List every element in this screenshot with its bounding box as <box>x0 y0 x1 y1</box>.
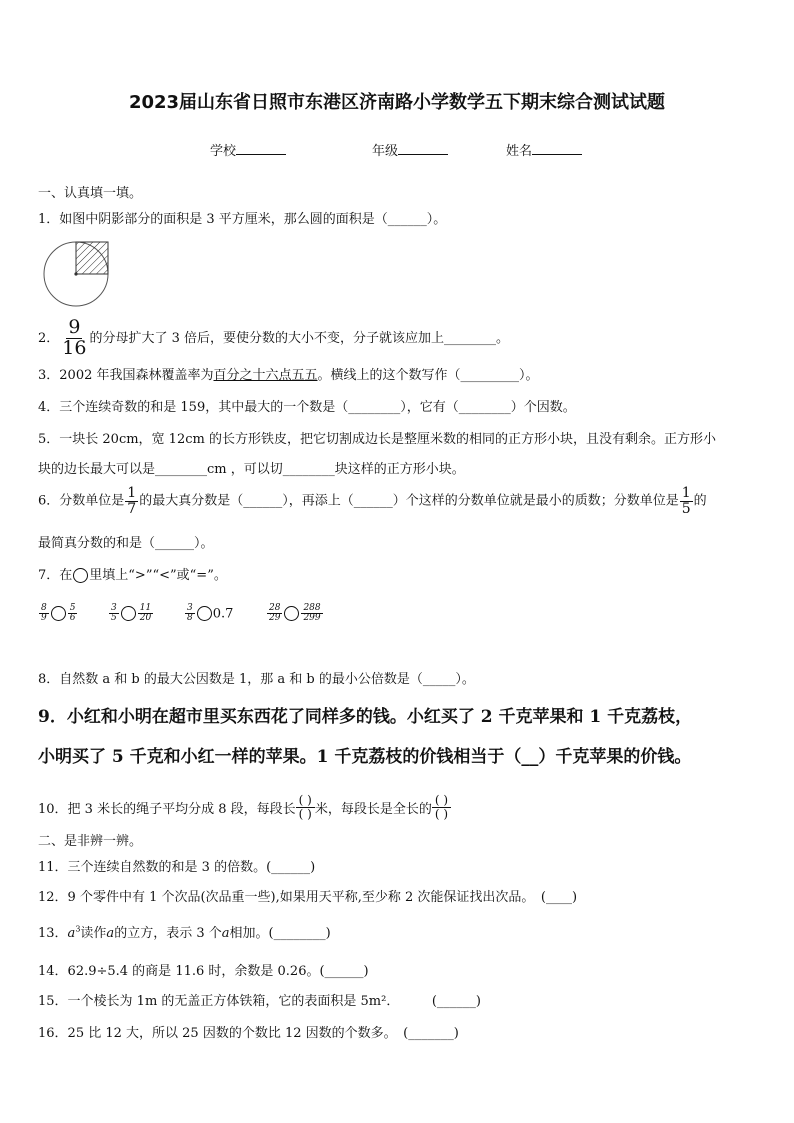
circle-figure <box>40 238 110 308</box>
name-blank[interactable] <box>532 142 582 155</box>
fraction-1-7: $\frac{1}{7}$ <box>127 485 137 517</box>
name-label: 姓名 <box>506 144 533 159</box>
question-2: 2． $\frac{9}{16}$ 的分母扩大了 3 倍后，要使分数的大小不变，分子就该应加上________。 <box>38 316 510 359</box>
answer-circle-1[interactable] <box>51 606 66 621</box>
school-field <box>210 140 286 159</box>
answer-circle-3[interactable] <box>197 606 212 621</box>
compare-item-1: $\frac{8}{9}$ $\frac{5}{6}$ <box>41 603 76 624</box>
answer-circle-2[interactable] <box>121 606 136 621</box>
grade-field <box>372 140 448 159</box>
question-10: 10．把 3 米长的绳子平均分成 8 段，每段长 ( ) ( ) 米，每段长是全长的 ( ) ( ) <box>38 794 451 821</box>
question-15: 15．一个棱长为 1m 的无盖正方体铁箱，它的表面积是 5m²． (______) <box>38 994 481 1009</box>
blank-fraction-2[interactable]: ( ) ( ) <box>432 794 451 821</box>
question-6-line-1: 6．分数单位是 $\frac{1}{7}$ 的最大真分数是（______），再添上（______）个这样的分数单位就是最小的质数；分数单位是 $\frac{1}{5}$ 的 <box>38 485 707 517</box>
underlined-phrase: 百分之十六点五五 <box>213 368 318 383</box>
question-8: 8．自然数 a 和 b 的最大公因数是 1，那 a 和 b 的最小公倍数是（_____）。 <box>38 672 475 687</box>
question-4: 4．三个连续奇数的和是 159，其中最大的一个数是（________），它有（________）个因数。 <box>38 400 576 415</box>
question-6-line-2: 最简真分数的和是（______）。 <box>38 536 214 551</box>
school-label: 学校 <box>210 144 237 159</box>
question-9-line-1: 9．小红和小明在超市里买东西花了同样多的钱。小红买了 2 千克苹果和 1 千克荔枝， <box>38 707 693 727</box>
fraction-1-5: $\frac{1}{5}$ <box>681 485 691 517</box>
compare-item-3: $\frac{3}{8}$ 0.7 <box>187 603 234 624</box>
question-14: 14．62.9÷5.4 的商是 11.6 时，余数是 0.26。(______) <box>38 964 369 979</box>
question-1: 1．如图中阴影部分的面积是 3 平方厘米，那么圆的面积是（______）。 <box>38 212 447 227</box>
question-16: 16．25 比 12 大，所以 25 因数的个数比 12 因数的个数多。 (_______) <box>38 1026 459 1041</box>
question-5-line-2: 块的边长最大可以是________cm ，可以切________块这样的正方形小块。 <box>38 462 465 477</box>
question-11: 11．三个连续自然数的和是 3 的倍数。(______) <box>38 860 316 875</box>
question-9-line-2: 小明买了 5 千克和小红一样的苹果。1 千克荔枝的价钱相当于（__）千克苹果的价钱。 <box>38 747 692 767</box>
question-5-line-1: 5．一块长 20cm，宽 12cm 的长方形铁皮，把它切割成边长是整厘米数的相同的正方形小块，且没有剩余。正方形小 <box>38 432 716 447</box>
page-title: 2023届山东省日照市东港区济南路小学数学五下期末综合测试试题 <box>128 92 666 113</box>
grade-blank[interactable] <box>398 142 448 155</box>
name-field <box>506 140 582 159</box>
question-3: 3．2002 年我国森林覆盖率为百分之十六点五五。横线上的这个数写作（_________）。 <box>38 368 539 383</box>
grade-label: 年级 <box>372 144 399 159</box>
question-13: 13．$a^3$读作a的立方，表示 3 个a相加。(________) <box>38 924 331 941</box>
circle-center <box>74 272 77 275</box>
compare-item-4: $\frac{28}{29}$ $\frac{288}{299}$ <box>269 603 321 624</box>
school-blank[interactable] <box>236 142 286 155</box>
compare-circle-icon <box>73 568 88 583</box>
answer-circle-4[interactable] <box>284 606 299 621</box>
question-7: 7．在 里填上“>”“<”或“=”。 <box>38 568 227 583</box>
question-12: 12．9 个零件中有 1 个次品(次品重一些),如果用天平称,至少称 2 次能保证找出次品。 (____) <box>38 890 578 905</box>
shaded-square <box>76 242 108 274</box>
section-1-heading: 一、认真填一填。 <box>38 186 143 201</box>
blank-fraction-1[interactable]: ( ) ( ) <box>296 794 315 821</box>
section-2-heading: 二、是非辨一辨。 <box>38 834 143 849</box>
fraction-9-16: $\frac{9}{16}$ <box>62 316 87 359</box>
compare-item-2: $\frac{3}{5}$ $\frac{11}{20}$ <box>111 603 152 624</box>
